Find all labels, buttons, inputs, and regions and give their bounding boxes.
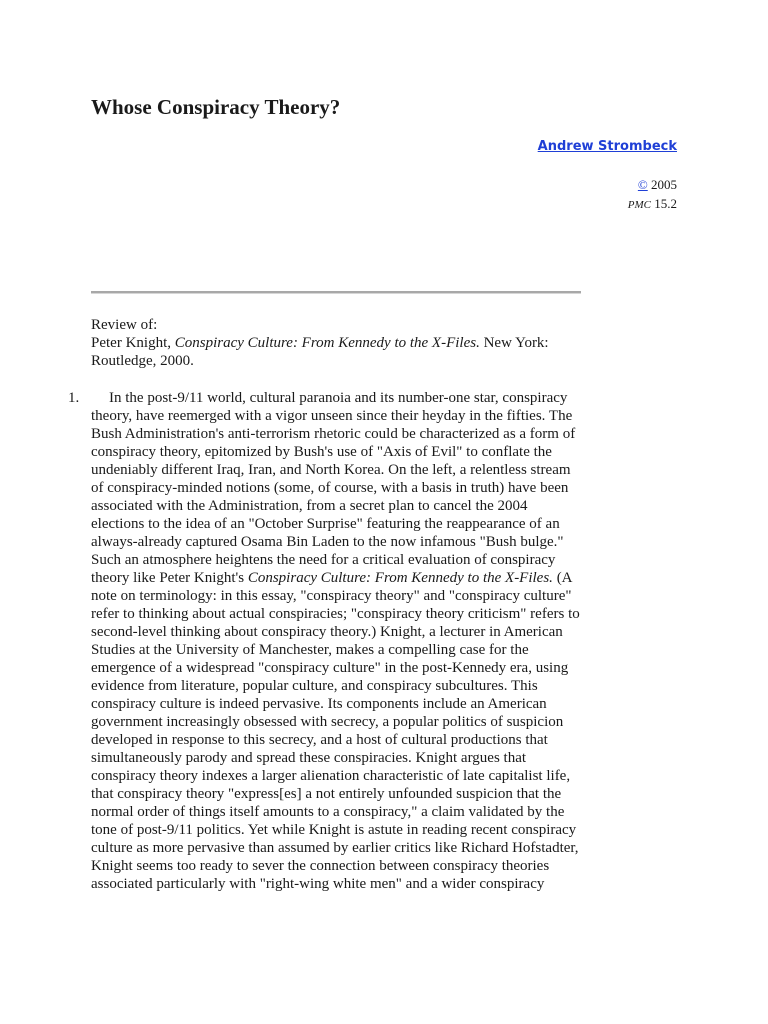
copyright-year: 2005: [647, 177, 677, 192]
paragraph-1: [68, 389, 588, 893]
copyright-line: [628, 175, 677, 194]
paragraph-text-part2: (A note on terminology: in this essay, "conspiracy theory" and "conspiracy culture" refer to thinking about actual conspiracies; "conspiracy theory criticism" refers to second-level thinking about conspiracy theory.) Knight, a lecturer in American Studies at the University of Manchester, makes a compelling case for the emergence of a widespread "conspiracy culture" in the post-Kennedy era, using evidence from literature, popular culture, and conspiracy subcultures. This conspiracy culture is indeed pervasive. Its components include an American government increasingly obsessed with secrecy, a popular politics of suspicion developed in response to this secrecy, and a host of cultural productions that simultaneously parody and spread these conspiracies. Knight argues that conspiracy theory indexes a larger alienation characteristic of late capitalist life, that conspiracy theory "express[es] a not entirely unfounded suspicion that the normal order of things itself amounts to a conspiracy," a claim validated by the tone of post-9/11 politics. Yet while Knight is astute in reading recent conspiracy culture as more pervasive than assumed by earlier critics like Richard Hofstadter, Knight seems too ready to sever the connection between conspiracy theories associated particularly with "right-wing white men" and a wider conspiracy: [91, 570, 580, 892]
book-title: Conspiracy Culture: From Kennedy to the X-Files.: [174, 335, 480, 351]
journal-issue: 15.2: [651, 196, 677, 211]
copyright-link[interactable]: ©: [637, 177, 648, 192]
review-label: Review of:: [91, 317, 158, 333]
journal-name: PMC: [627, 199, 651, 211]
journal-line: [628, 194, 677, 215]
paragraph-text-part1: In the post-9/11 world, cultural paranoia and its number-one star, conspiracy theory, have reemerged with a vigor unseen since their heyday in the fifties. The Bush Administration's anti-terrorism rhetoric could be characterized as a form of conspiracy theory, epitomized by Bush's use of "Axis of Evil" to conflate the undeniably different Iraq, Iran, and North Korea. On the left, a relentless stream of conspiracy-minded notions (some, of course, with a basis in truth) have been associated with the Administration, from a secret plan to cancel the 2004 elections to the idea of an "October Surprise" featuring the reappearance of an always-already captured Osama Bin Laden to the now infamous "Bush bulge." Such an atmosphere heightens the need for a critical evaluation of conspiracy theory like Peter Knight's: [91, 390, 576, 586]
author-link[interactable]: Andrew Strombeck: [537, 139, 677, 154]
paragraph-book-title: Conspiracy Culture: From Kennedy to the X-Files.: [247, 570, 553, 586]
book-citation: [91, 334, 571, 370]
review-citation: [91, 316, 571, 370]
publication-meta: [628, 175, 677, 215]
paragraph-number: 1.: [68, 390, 80, 406]
horizontal-divider: [91, 291, 581, 294]
book-author: Peter Knight,: [91, 335, 175, 351]
article-title: Whose Conspiracy Theory?: [91, 95, 341, 119]
paragraph-text: [91, 389, 588, 893]
book-publication: New York: Routledge, 2000.: [91, 335, 549, 369]
